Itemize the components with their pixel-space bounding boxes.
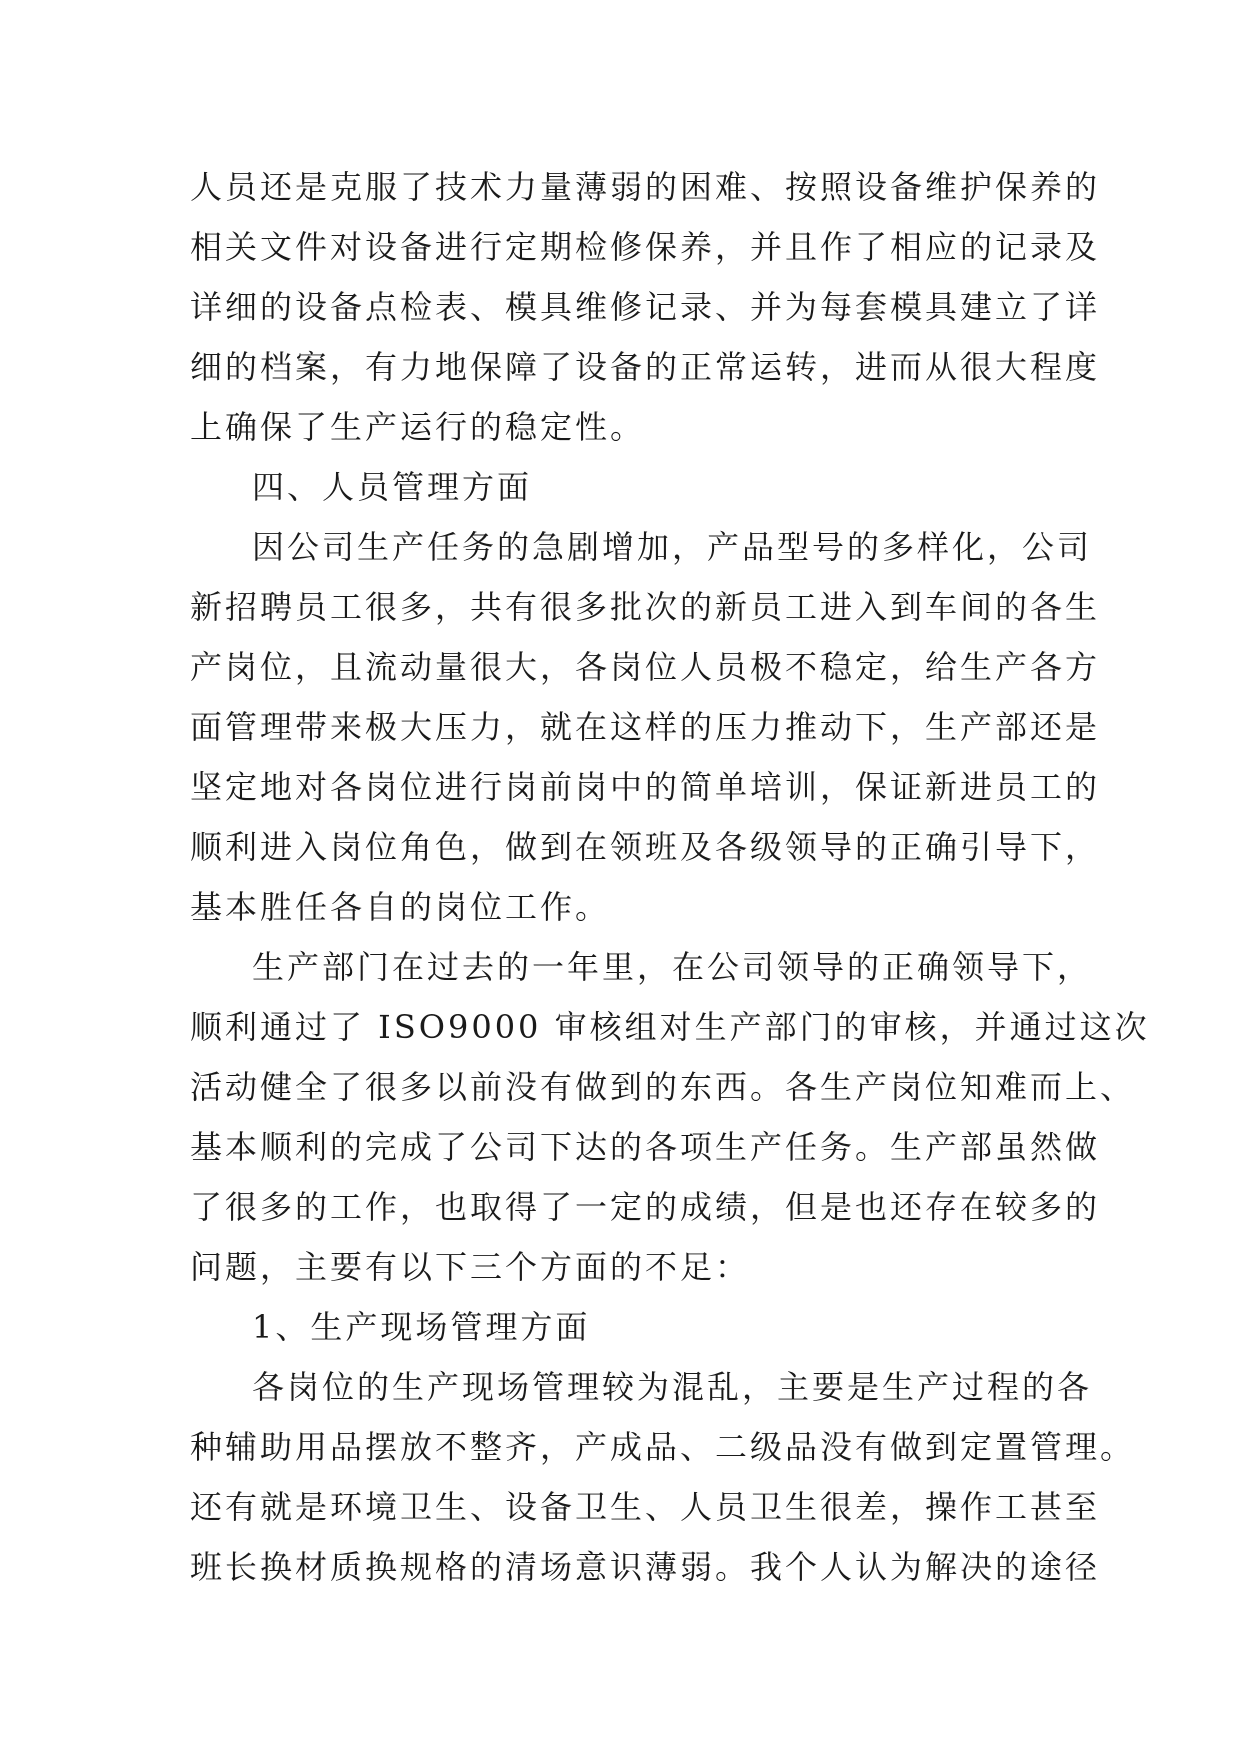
text-line: 详细的设备点检表、模具维修记录、并为每套模具建立了详	[190, 288, 1101, 326]
text-line: 四、人员管理方面	[252, 468, 533, 506]
text-line: 了很多的工作，也取得了一定的成绩，但是也还存在较多的	[190, 1188, 1101, 1226]
text-line: 各岗位的生产现场管理较为混乱，主要是生产过程的各	[252, 1368, 1093, 1406]
text-line: 细的档案，有力地保障了设备的正常运转，进而从很大程度	[190, 348, 1101, 386]
text-line: 顺利通过了 ISO9000 审核组对生产部门的审核，并通过这次	[190, 1008, 1150, 1046]
text-line: 人员还是克服了技术力量薄弱的困难、按照设备维护保养的	[190, 168, 1101, 206]
text-line: 活动健全了很多以前没有做到的东西。各生产岗位知难而上、	[190, 1068, 1136, 1106]
text-line: 上确保了生产运行的稳定性。	[190, 408, 646, 446]
text-line: 坚定地对各岗位进行岗前岗中的简单培训，保证新进员工的	[190, 768, 1101, 806]
text-line: 1、生产现场管理方面	[252, 1308, 591, 1346]
text-line: 顺利进入岗位角色，做到在领班及各级领导的正确引导下，	[190, 828, 1101, 866]
text-line: 基本胜任各自的岗位工作。	[190, 888, 611, 926]
text-line: 产岗位，且流动量很大，各岗位人员极不稳定，给生产各方	[190, 648, 1101, 686]
document-body	[190, 157, 1150, 1597]
text-line: 种辅助用品摆放不整齐，产成品、二级品没有做到定置管理。	[190, 1428, 1136, 1466]
text-line: 因公司生产任务的急剧增加，产品型号的多样化，公司	[252, 528, 1093, 566]
text-line: 班长换材质换规格的清场意识薄弱。我个人认为解决的途径	[190, 1548, 1101, 1586]
text-line: 面管理带来极大压力，就在这样的压力推动下，生产部还是	[190, 708, 1101, 746]
text-line: 相关文件对设备进行定期检修保养，并且作了相应的记录及	[190, 228, 1101, 266]
text-line: 新招聘员工很多，共有很多批次的新员工进入到车间的各生	[190, 588, 1101, 626]
text-line: 还有就是环境卫生、设备卫生、人员卫生很差，操作工甚至	[190, 1488, 1101, 1526]
text-line: 生产部门在过去的一年里，在公司领导的正确领导下，	[252, 948, 1093, 986]
text-line: 问题，主要有以下三个方面的不足：	[190, 1248, 751, 1286]
text-line: 基本顺利的完成了公司下达的各项生产任务。生产部虽然做	[190, 1128, 1101, 1166]
